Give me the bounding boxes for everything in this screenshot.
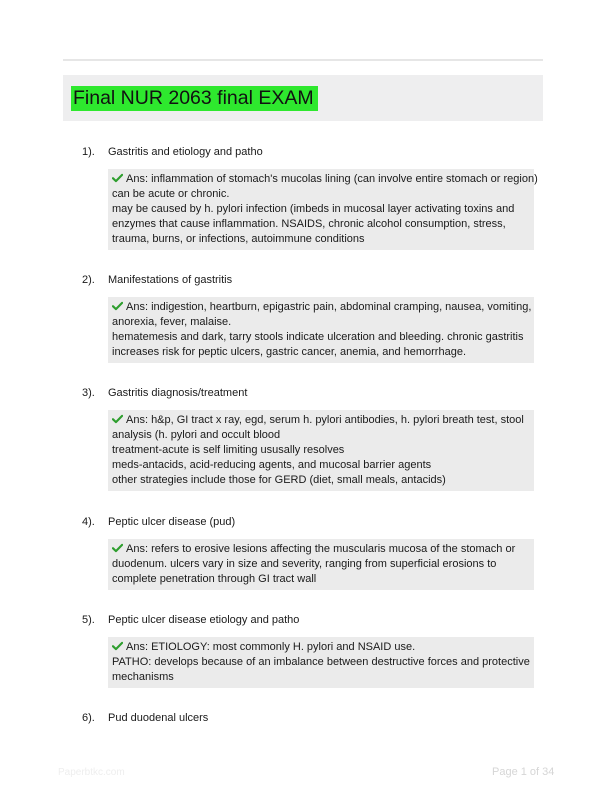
answer-text: PATHO: develops because of an imbalance between destructive forces and protective bbox=[112, 656, 530, 668]
answer-line bbox=[112, 202, 529, 217]
answer-box bbox=[108, 539, 534, 590]
question-text: Manifestations of gastritis bbox=[108, 274, 233, 286]
answer-line bbox=[112, 315, 529, 330]
answer-text: hematemesis and dark, tarry stools indicate ulceration and bleeding. chronic gastritis bbox=[112, 331, 524, 343]
question-number: 4). bbox=[82, 516, 95, 528]
check-icon bbox=[112, 543, 123, 553]
check-icon bbox=[112, 301, 123, 311]
answer-text: meds-antacids, acid-reducing agents, and mucosal barrier agents bbox=[112, 459, 432, 471]
answer-text: mechanisms bbox=[112, 671, 174, 683]
answer-text: enzymes that cause inflammation. NSAIDS, chronic alcohol consumption, stress, bbox=[112, 218, 506, 230]
answer-text: may be caused by h. pylori infection (imbeds in mucosal layer activating toxins and bbox=[112, 203, 515, 215]
answer-text: treatment-acute is self limiting ususally resolves bbox=[112, 444, 345, 456]
answer-line bbox=[112, 670, 529, 685]
answer-text: analysis (h. pylori and occult blood bbox=[112, 429, 281, 441]
question-text: Gastritis and etiology and patho bbox=[108, 146, 263, 158]
answer-text: other strategies include those for GERD (diet, small meals, antacids) bbox=[112, 474, 446, 486]
answer-box bbox=[108, 410, 534, 491]
question-text: Peptic ulcer disease (pud) bbox=[108, 516, 236, 528]
answer-line bbox=[112, 542, 529, 557]
answer-line bbox=[112, 655, 529, 670]
footer-watermark: Paperbtkc.com bbox=[58, 767, 125, 778]
answer-text: anorexia, fever, malaise. bbox=[112, 316, 232, 328]
title-banner bbox=[63, 75, 543, 121]
answer-line bbox=[112, 443, 529, 458]
answer-line bbox=[112, 172, 538, 187]
answer-line bbox=[112, 187, 529, 202]
check-icon bbox=[112, 173, 123, 183]
answer-text: trauma, burns, or infections, autoimmune conditions bbox=[112, 233, 365, 245]
question-text: Peptic ulcer disease etiology and patho bbox=[108, 614, 300, 626]
answer-line bbox=[112, 572, 529, 587]
answer-text: Ans: inflammation of stomach's mucolas lining (can involve entire stomach or region) bbox=[126, 173, 538, 185]
answer-text: duodenum. ulcers vary in size and severity, ranging from superficial erosions to bbox=[112, 558, 497, 570]
answer-line bbox=[112, 428, 529, 443]
answer-line bbox=[112, 232, 529, 247]
answer-box bbox=[108, 169, 538, 250]
question-number: 5). bbox=[82, 614, 95, 626]
check-icon bbox=[112, 641, 123, 651]
page-indicator: Page 1 of 34 bbox=[492, 766, 555, 778]
answer-box bbox=[108, 297, 534, 363]
answer-text: Ans: h&p, GI tract x ray, egd, serum h. pylori antibodies, h. pylori breath test, stool bbox=[126, 414, 524, 426]
answer-text: Ans: refers to erosive lesions affecting the muscularis mucosa of the stomach or bbox=[126, 543, 516, 555]
answer-line bbox=[112, 473, 529, 488]
question-number: 6). bbox=[82, 712, 95, 724]
check-icon bbox=[112, 414, 123, 424]
answer-line bbox=[112, 217, 529, 232]
answer-text: Ans: ETIOLOGY: most commonly H. pylori and NSAID use. bbox=[126, 641, 416, 653]
answer-line bbox=[112, 345, 529, 360]
answer-line bbox=[112, 640, 529, 655]
question-text: Pud duodenal ulcers bbox=[108, 712, 209, 724]
answer-text: can be acute or chronic. bbox=[112, 188, 230, 200]
top-divider bbox=[63, 59, 543, 61]
answer-text: complete penetration through GI tract wall bbox=[112, 573, 317, 585]
answer-line bbox=[112, 557, 529, 572]
answer-line bbox=[112, 458, 529, 473]
answer-line bbox=[112, 413, 529, 428]
question-number: 2). bbox=[82, 274, 95, 286]
answer-text: increases risk for peptic ulcers, gastric cancer, anemia, and hemorrhage. bbox=[112, 346, 466, 358]
answer-line bbox=[112, 300, 532, 315]
question-text: Gastritis diagnosis/treatment bbox=[108, 387, 248, 399]
question-number: 1). bbox=[82, 146, 95, 158]
answer-text: Ans: indigestion, heartburn, epigastric pain, abdominal cramping, nausea, vomiting, bbox=[126, 301, 532, 313]
question-number: 3). bbox=[82, 387, 95, 399]
answer-line bbox=[112, 330, 529, 345]
document-title: Final NUR 2063 final EXAM bbox=[71, 86, 318, 111]
answer-box bbox=[108, 637, 534, 688]
